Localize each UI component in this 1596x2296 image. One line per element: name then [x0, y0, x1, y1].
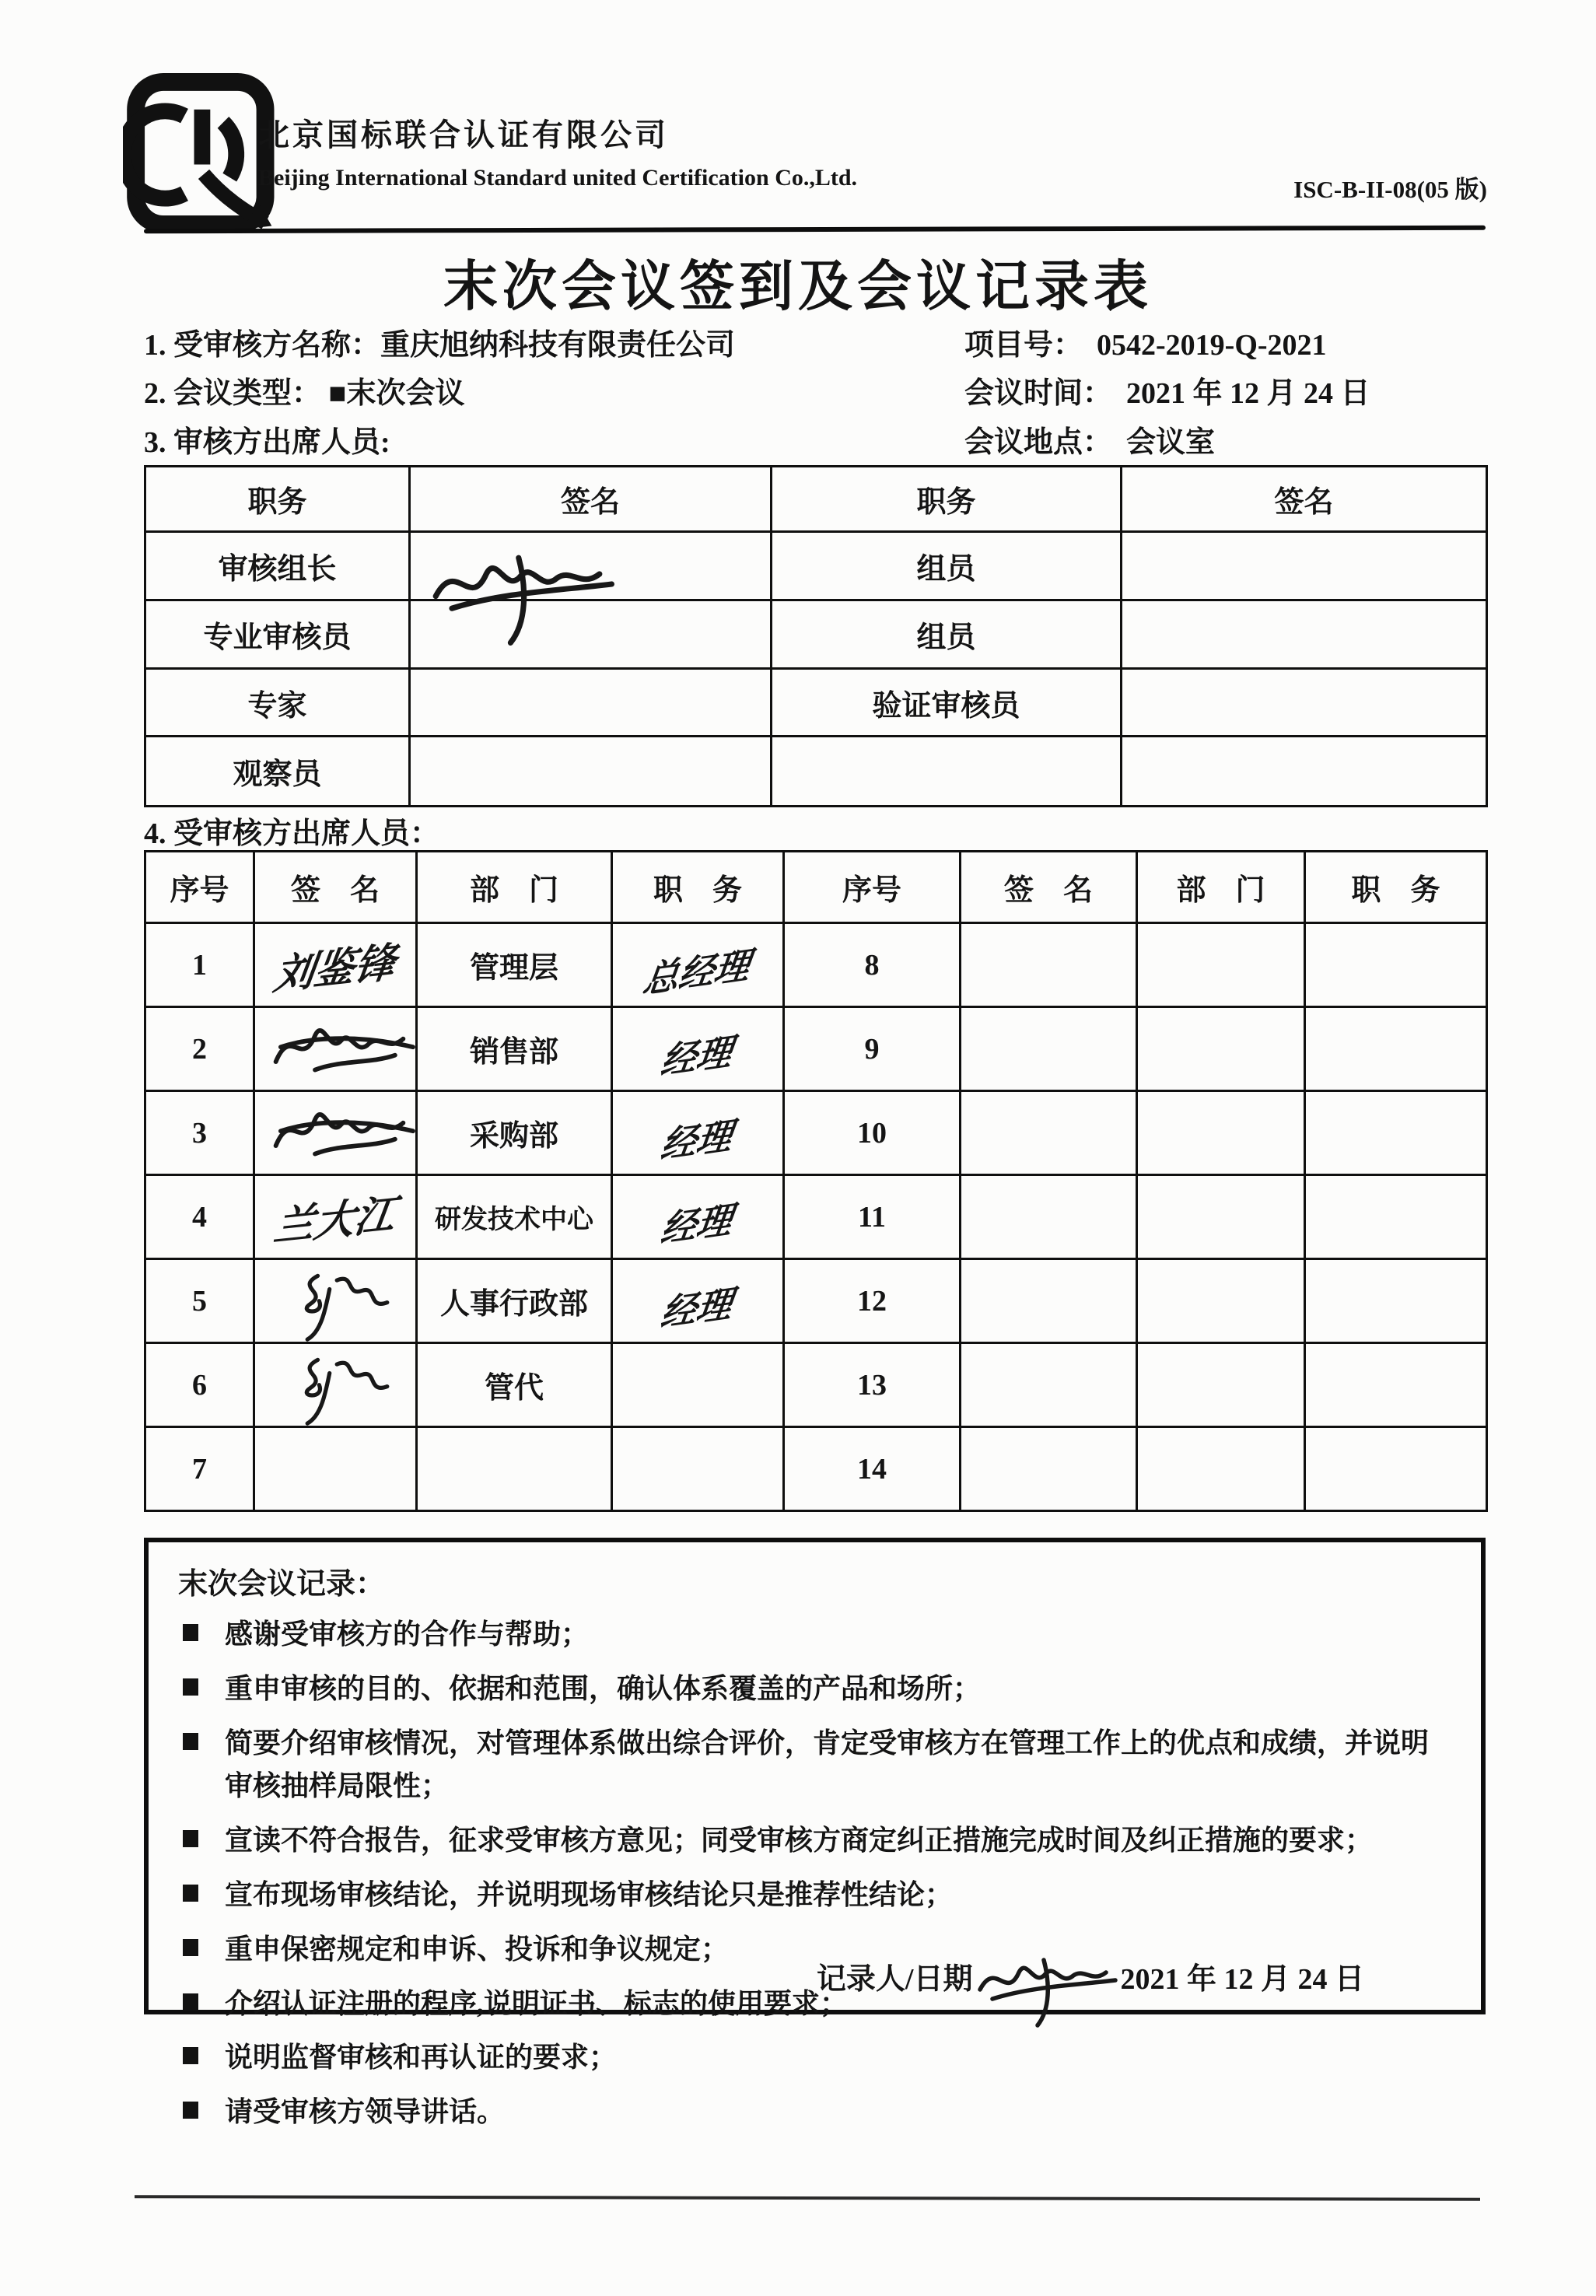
project-no-value: 0542-2019-Q-2021 [1097, 329, 1327, 362]
bullet-text: 重申审核的目的、依据和范围，确认体系覆盖的产品和场所； [225, 1672, 982, 1704]
record-title: 末次会议记录： [178, 1568, 386, 1601]
duty-cell [1305, 1259, 1487, 1343]
auditee-name-label: 1. 受审核方名称： [144, 329, 381, 362]
signature-cell [254, 923, 417, 1007]
bullet-text: 宣读不符合报告，征求受审核方意见；同受审核方商定纠正措施完成时间及纠正措施的要求； [225, 1825, 1374, 1857]
signature-cell [961, 923, 1137, 1007]
dept-cell: 采购部 [417, 1091, 612, 1175]
handwritten-duty: 经理 [658, 1115, 735, 1166]
handwritten-duty: 经理 [658, 1283, 735, 1334]
info-line-3 [144, 418, 1513, 460]
seq-cell: 1 [145, 923, 254, 1007]
bullet-marker [183, 2047, 198, 2064]
record-bullet [178, 1668, 1451, 1711]
col-header-duty: 职 务 [612, 852, 784, 923]
bullet-marker [183, 1678, 198, 1696]
handwritten-duty: 经理 [658, 1199, 735, 1250]
handwritten-signature-scribble [266, 1011, 429, 1093]
info-line-2 [144, 369, 1513, 411]
signature-cell [1122, 669, 1487, 737]
handwritten-signature-scribble [266, 1347, 414, 1429]
duty-cell [612, 923, 784, 1007]
seq-cell: 9 [784, 1007, 961, 1091]
bullet-text: 重申保密规定和申诉、投诉和争议规定； [225, 1933, 730, 1965]
duty-cell [1305, 923, 1487, 1007]
signature-cell [410, 737, 772, 807]
duty-cell [612, 1175, 784, 1259]
meeting-type-label: 2. 会议类型： [144, 377, 322, 410]
seq-cell: 14 [784, 1427, 961, 1511]
dept-cell: 管理层 [417, 923, 612, 1007]
handwritten-signature: 刘鉴锋 [271, 940, 398, 999]
record-bullet [178, 1874, 1451, 1917]
col-header-signature: 签 名 [961, 852, 1137, 923]
duty-cell [612, 1007, 784, 1091]
recorder-signature-scribble [969, 1937, 1125, 2039]
handwritten-duty: 总经理 [640, 944, 753, 1001]
role-cell: 验证审核员 [772, 669, 1122, 737]
dept-cell: 管代 [417, 1343, 612, 1427]
signature-cell [254, 1343, 417, 1427]
project-no-label: 项目号： [964, 329, 1083, 362]
duty-cell [1305, 1427, 1487, 1511]
handwritten-duty: 经理 [658, 1031, 735, 1082]
table-row [145, 600, 1487, 669]
table-row [145, 669, 1487, 737]
table-row [145, 1427, 1487, 1511]
col-header-dept: 部 门 [417, 852, 612, 923]
role-cell: 观察员 [145, 737, 410, 807]
record-bullet [178, 1819, 1451, 1863]
seq-cell: 13 [784, 1343, 961, 1427]
handwritten-signature: 兰大江 [271, 1192, 398, 1251]
dept-cell [1137, 1259, 1305, 1343]
signature-cell [254, 1007, 417, 1091]
table-row [145, 1091, 1487, 1175]
signature-cell [410, 600, 772, 669]
signature-cell [961, 1007, 1137, 1091]
seq-cell: 6 [145, 1343, 254, 1427]
bullet-marker [183, 2102, 198, 2119]
recorder-date: 2021 年 12 月 24 日 [1120, 1963, 1364, 1996]
meeting-type-value: ■末次会议 [328, 377, 465, 410]
col-header-signature: 签名 [1122, 467, 1487, 532]
dept-cell: 人事行政部 [417, 1259, 612, 1343]
auditee-attendee-table [144, 850, 1488, 1512]
audit-attendees-label: 3. 审核方出席人员: [144, 426, 390, 459]
dept-cell: 研发技术中心 [417, 1175, 612, 1259]
signature-cell [410, 669, 772, 737]
table-row [145, 532, 1487, 600]
bullet-marker [183, 1993, 198, 2011]
auditee-name-value: 重庆旭纳科技有限责任公司 [380, 329, 736, 362]
signature-cell [410, 532, 772, 600]
seq-cell: 11 [784, 1175, 961, 1259]
bullet-text: 说明监督审核和再认证的要求； [225, 2042, 618, 2074]
recorder-label: 记录人/日期 [816, 1963, 973, 1996]
col-header-signature: 签 名 [254, 852, 417, 923]
dept-cell [1137, 1427, 1305, 1511]
document-code: ISC-B-II-08(05 版) [1293, 176, 1487, 203]
col-header-dept: 部 门 [1137, 852, 1305, 923]
dept-cell [1137, 1091, 1305, 1175]
table-header-row [145, 852, 1487, 923]
duty-cell [612, 1259, 784, 1343]
signature-cell [254, 1175, 417, 1259]
record-bullet [178, 1613, 1451, 1657]
signature-cell [254, 1427, 417, 1511]
company-logo-icon [123, 72, 285, 238]
seq-cell: 3 [145, 1091, 254, 1175]
role-cell: 专业审核员 [145, 600, 410, 669]
meeting-place-label: 会议地点： [964, 426, 1113, 459]
table-row [145, 923, 1487, 1007]
dept-cell [1137, 1175, 1305, 1259]
bullet-marker [183, 1885, 198, 1902]
meeting-time-label: 会议时间： [964, 377, 1113, 410]
signature-cell [961, 1427, 1137, 1511]
signature-cell [254, 1091, 417, 1175]
duty-cell [612, 1091, 784, 1175]
duty-cell [1305, 1091, 1487, 1175]
bullet-text: 介绍认证注册的程序,说明证书、标志的使用要求； [225, 1987, 849, 2019]
seq-cell: 10 [784, 1091, 961, 1175]
auditee-attendees-label: 4. 受审核方出席人员： [144, 817, 440, 850]
meeting-record-box [144, 1538, 1486, 2128]
table-row [145, 1007, 1487, 1091]
meeting-time-value: 2021 年 12 月 24 日 [1126, 377, 1370, 410]
duty-cell [1305, 1007, 1487, 1091]
dept-cell [1137, 1007, 1305, 1091]
signature-cell [961, 1091, 1137, 1175]
meeting-place-value: 会议室 [1126, 426, 1216, 459]
seq-cell: 2 [145, 1007, 254, 1091]
col-header-signature: 签名 [410, 467, 772, 532]
seq-cell: 7 [145, 1427, 254, 1511]
duty-cell [612, 1343, 784, 1427]
table-header-row [145, 467, 1487, 532]
col-header-role: 职务 [145, 467, 410, 532]
signature-cell [1122, 737, 1487, 807]
seq-cell: 12 [784, 1259, 961, 1343]
role-cell: 审核组长 [145, 532, 410, 600]
handwritten-signature-scribble [266, 1263, 414, 1345]
table-row [145, 737, 1487, 807]
signature-cell [961, 1175, 1137, 1259]
role-cell: 专家 [145, 669, 410, 737]
record-bullet [178, 1722, 1451, 1809]
dept-cell [1137, 923, 1305, 1007]
dept-cell [1137, 1343, 1305, 1427]
handwritten-signature-scribble [266, 1095, 429, 1177]
seq-cell: 4 [145, 1175, 254, 1259]
company-name-en: Beijing International Standard united Certification Co.,Ltd. [258, 165, 858, 191]
duty-cell [1305, 1175, 1487, 1259]
dept-cell: 销售部 [417, 1007, 612, 1091]
col-header-duty: 职 务 [1305, 852, 1487, 923]
bullet-text: 感谢受审核方的合作与帮助； [225, 1619, 590, 1650]
col-header-role: 职务 [772, 467, 1122, 532]
col-header-no: 序号 [784, 852, 961, 923]
dept-cell [417, 1427, 612, 1511]
role-cell: 组员 [772, 600, 1122, 669]
bullet-text: 请受审核方领导讲话。 [225, 2096, 506, 2128]
col-header-no: 序号 [145, 852, 254, 923]
bullet-marker [183, 1939, 198, 1956]
duty-cell [1305, 1343, 1487, 1427]
bullet-text: 简要介绍审核情况，对管理体系做出综合评价，肯定受审核方在管理工作上的优点和成绩，并说明审核抽样局限性； [225, 1727, 1430, 1802]
table-row [145, 1175, 1487, 1259]
role-cell [772, 737, 1122, 807]
record-bullet [178, 2091, 1451, 2134]
duty-cell [612, 1427, 784, 1511]
recorder-line [817, 1955, 1364, 1997]
bullet-marker [183, 1733, 198, 1750]
bullet-text: 宣布现场审核结论，并说明现场审核结论只是推荐性结论； [225, 1878, 954, 1910]
role-cell: 组员 [772, 532, 1122, 600]
bullet-marker [183, 1624, 198, 1641]
audit-team-table [144, 465, 1488, 807]
record-bullet [178, 2036, 1451, 2080]
seq-cell: 8 [784, 923, 961, 1007]
signature-cell [1122, 532, 1487, 600]
seq-cell: 5 [145, 1259, 254, 1343]
bullet-marker [183, 1830, 198, 1847]
signature-cell [254, 1259, 417, 1343]
company-name-cn: 北京国标联合认证有限公司 [258, 117, 669, 152]
signature-cell [961, 1343, 1137, 1427]
header-divider [144, 226, 1486, 234]
info-line-1 [144, 320, 1513, 363]
table-row [145, 1343, 1487, 1427]
form-title: 末次会议签到及会议记录表 [443, 257, 1153, 317]
signature-cell [1122, 600, 1487, 669]
table-row [145, 1259, 1487, 1343]
signature-cell [961, 1259, 1137, 1343]
page-footer-line [135, 2195, 1480, 2201]
